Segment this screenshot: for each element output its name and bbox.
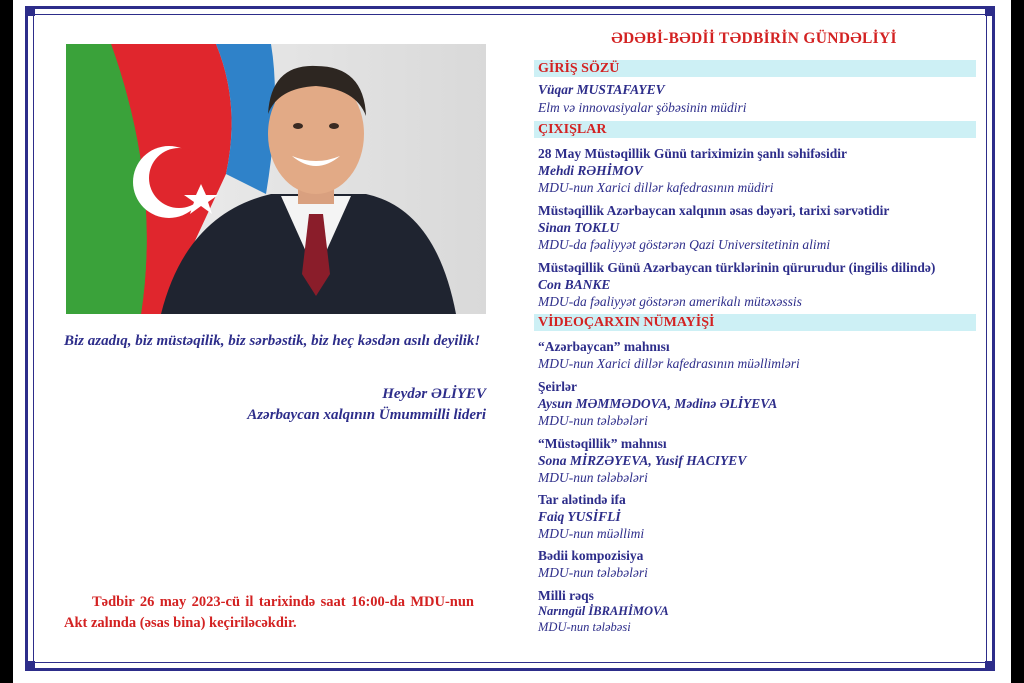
program-item-title: Şeirlər <box>538 379 577 394</box>
program-item-title: Tar alətində ifa <box>538 492 626 507</box>
section-video: VİDEOÇARXIN NÜMAYİŞİ <box>534 314 976 331</box>
portrait-photo <box>66 44 486 314</box>
program-item-title: Bədii kompozisiya <box>538 548 644 563</box>
speech-role: MDU-da fəaliyyət göstərən amerikalı mütəxəssis <box>538 294 802 309</box>
author-name: Heydər ƏLİYEV <box>382 386 486 402</box>
program-item-role: MDU-nun müəllimi <box>538 526 645 541</box>
speech-speaker: Mehdi RƏHİMOV <box>538 163 643 178</box>
program-item-performer: Aysun MƏMMƏDOVA, Mədinə ƏLİYEVA <box>538 396 778 411</box>
program-item-performer: Faiq YUSİFLİ <box>538 509 621 524</box>
program-item-title: “Azərbaycan” mahnısı <box>538 339 670 354</box>
program-item-title: Milli rəqs <box>538 588 594 603</box>
speech-topic: 28 May Müstəqillik Günü tariximizin şanlı səhifəsidir <box>538 146 848 161</box>
speech-topic: Müstəqillik Azərbaycan xalqının əsas dəyəri, tarixi sərvətidir <box>538 203 890 218</box>
speech-speaker: Con BANKE <box>538 277 611 292</box>
section-speeches: ÇIXIŞLAR <box>534 121 976 138</box>
portrait-illustration <box>66 44 486 314</box>
speech-speaker: Sinan TOKLU <box>538 220 620 235</box>
agenda-title: ƏDƏBİ-BƏDİİ TƏDBİRİN GÜNDƏLİYİ <box>611 30 897 47</box>
corner-ornament <box>25 6 35 16</box>
program-item-role: MDU-nun tələbələri <box>538 470 648 485</box>
corner-ornament <box>985 6 995 16</box>
corner-ornament <box>25 661 35 671</box>
program-item-role: MDU-nun Xarici dillər kafedrasının müəllimləri <box>538 356 800 371</box>
corner-ornament <box>985 661 995 671</box>
opening-speaker: Vüqar MUSTAFAYEV <box>538 82 665 97</box>
program-item-title: “Müstəqillik” mahnısı <box>538 436 667 451</box>
program-item-role: MDU-nun tələbələri <box>538 565 648 580</box>
speech-topic: Müstəqillik Günü Azərbaycan türklərinin qürurudur (ingilis dilində) <box>538 260 936 275</box>
program-item-performer: Narıngül İBRAHİMOVA <box>538 604 669 618</box>
speech-role: MDU-da fəaliyyət göstərən Qazi Universitetinin alimi <box>538 237 831 252</box>
author-title: Azərbaycan xalqının Ümummilli lideri <box>247 407 486 423</box>
speech-role: MDU-nun Xarici dillər kafedrasının müdiri <box>538 180 774 195</box>
quote-author <box>200 384 486 426</box>
program-item-performer: Sona MİRZƏYEVA, Yusif HACIYEV <box>538 453 747 468</box>
event-announcement: Tədbir 26 may 2023-cü il tarixində saat 16:00-da MDU-nun Akt zalında (əsas bina) keçiriləcəkdir. <box>64 594 474 631</box>
program-item-role: MDU-nun tələbələri <box>538 413 648 428</box>
program-item-role: MDU-nun tələbəsi <box>538 620 631 634</box>
section-opening: GİRİŞ SÖZÜ <box>534 60 976 77</box>
opening-role: Elm və innovasiyalar şöbəsinin müdiri <box>538 100 747 115</box>
quote-text: Biz azadıq, biz müstəqilik, biz sərbəstik, biz heç kəsdən asılı deyilik! <box>64 333 481 349</box>
